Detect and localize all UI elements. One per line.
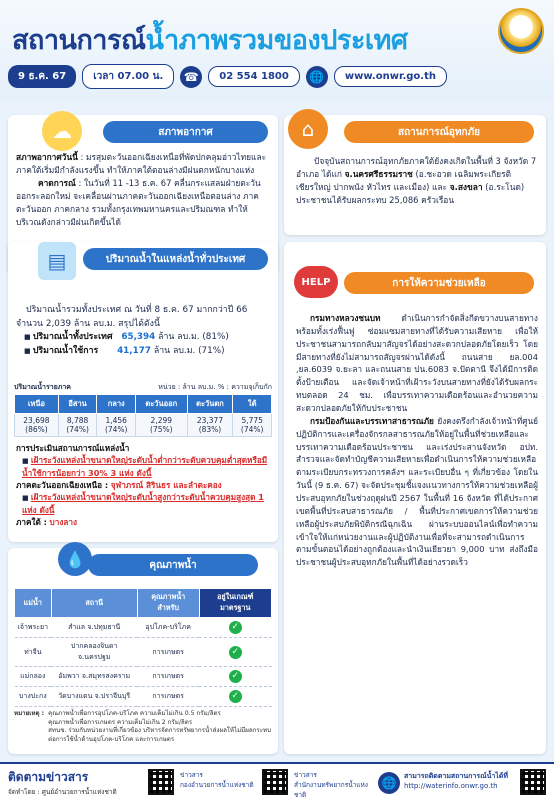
- total-water-line: ■ ปริมาณน้ำทั้งประเทศ 65,394 ล้าน ลบ.ม. (81%): [16, 331, 272, 345]
- footer: ติดตามข่าวสาร จัดทำโดย : ศูนย์อำนวยการน้ำแห่งชาติ ข่าวสาร กองอำนวยการน้ำแห่งชาติ ข่าวสาร สำนักงานทรัพยากรน้ำแห่งชาติ 🌐 สามารถติดตามสถานการณ์น้ำได้ที่ http://waterinfo.onwr.go.th: [0, 762, 554, 800]
- quality-header: สถานี: [51, 589, 137, 618]
- check-icon: ✓: [229, 646, 242, 659]
- reservoir-title: ปริมาณน้ำในแหล่งน้ำทั่วประเทศ: [83, 248, 268, 270]
- qr-code-onwr[interactable]: [262, 769, 288, 795]
- high-level-watch: เฝ้าระวังแหล่งน้ำขนาดใหญ่ระดับน้ำสูงกว่าระดับน้ำควบคุมสูงสุด 1 แห่ง ดังนี้: [22, 492, 264, 515]
- region-header: อีสาน: [58, 395, 97, 414]
- flood-title: สถานการณ์อุทกภัย: [344, 121, 534, 143]
- region-percent: (74%): [240, 425, 264, 434]
- quality-use: การเกษตร: [137, 638, 199, 667]
- table-row: [15, 667, 272, 687]
- table-row: [15, 638, 272, 667]
- assessment: การประเมินสถานการณ์แหล่งน้ำ ■ เฝ้าระวังแหล่งน้ำขนาดใหญ่ระดับน้ำต่ำกว่าระดับควบคุมต่ำสุดหรือมีน้ำใช้การน้อยกว่า 30% 3 แห่ง ดังนี้ ภาคตะวันออกเฉียงเหนือ : จุฬาภรณ์ สิรินธร และลำตะคอง ■ เฝ้าระวังแหล่งน้ำขนาดใหญ่ระดับน้ำสูงกว่าระดับน้ำควบคุมสูงสุด 1 แห่ง ดังนี้ ภาคใต้ : บางลาง: [16, 442, 272, 528]
- phone-icon: ☎: [180, 66, 202, 88]
- quality-station: อัมพวา จ.สมุทรสงคราม: [51, 667, 137, 687]
- water-quality-notes: หมายเหตุ : คุณภาพน้ำเพื่อการอุปโภค-บริโภค ความเค็มไม่เกิน 0.5 กรัม/ลิตร คุณภาพน้ำเพื่อการเกษตร ความเค็มไม่เกิน 2 กรัม/ลิตร สทนช. ร่วมกับหน่วยงานที่เกี่ยวข้อง บริหารจัดการทรัพยากรน้ำส่งผลให้ไม่มีผลกระทบต่อการใช้น้ำด้านอุปโภค-บริโภค และการเกษตร: [14, 710, 272, 744]
- website-link[interactable]: www.onwr.go.th: [334, 66, 447, 87]
- regional-table-caption: ปริมาณน้ำรายภาค หน่วย : ล้าน ลบ.ม. % : ความจุเก็บกัก: [14, 383, 272, 391]
- quality-header: แม่น้ำ: [15, 589, 52, 618]
- region-volume: 1,456: [105, 416, 127, 425]
- region-header: ตะวันออก: [136, 395, 188, 414]
- flood-text: ปัจจุบันสถานการณ์อุทกภัยภาคใต้ยังคงเกิดในพื้นที่ 3 จังหวัด 7 อำเภอ ได้แก่ จ.นครศรีธรรมราช (อ.ชะอวด เฉลิมพระเกียรติ เชียรใหญ่ ปากพนัง หัวไทร และเมือง) และ จ.สงขลา (อ.ระโนด) ประชาชนได้รับผลกระทบ 25,086 ครัวเรือน: [296, 156, 537, 206]
- region-volume: 5,775: [241, 416, 263, 425]
- region-value: [58, 414, 97, 437]
- table-row: [15, 618, 272, 638]
- table-row: [15, 687, 272, 707]
- check-icon: ✓: [229, 670, 242, 683]
- quality-station: ปากคลองจินดา จ.นครปฐม: [51, 638, 137, 667]
- quality-header: อยู่ในเกณฑ์มาตรฐาน: [199, 589, 271, 618]
- weather-sun-cloud-icon: ☁: [42, 111, 82, 151]
- high-level-dams: บางลาง: [49, 517, 77, 528]
- region-percent: (83%): [198, 425, 222, 434]
- region-value: [15, 414, 59, 437]
- water-quality-card: [8, 548, 278, 754]
- region-percent: (74%): [66, 425, 89, 434]
- help-title: การให้ความช่วยเหลือ: [344, 272, 534, 294]
- page-title: สถานการณ์น้ำภาพรวมของประเทศ: [12, 25, 408, 56]
- quality-header: คุณภาพน้ำสำหรับ: [137, 589, 199, 618]
- region-percent: (75%): [150, 425, 173, 434]
- region-volume: 23,377: [196, 416, 224, 425]
- waterinfo-link[interactable]: http://waterinfo.onwr.go.th: [404, 782, 498, 790]
- flood-house-icon: ⌂: [288, 109, 328, 149]
- region-value: [97, 414, 136, 437]
- follow-block: ติดตามข่าวสาร จัดทำโดย : ศูนย์อำนวยการน้ำแห่งชาติ: [8, 770, 117, 796]
- quality-use: การเกษตร: [137, 667, 199, 687]
- region-value: [136, 414, 188, 437]
- region-value: [233, 414, 272, 437]
- reservoir-tank-icon: ▤: [38, 242, 76, 280]
- regional-table-header: [15, 395, 272, 414]
- usable-water-value: 41,177: [117, 345, 152, 356]
- onwr-logo: [498, 8, 544, 54]
- usable-water-line: ■ ปริมาณน้ำใช้การ 41,177 ล้าน ลบ.ม. (71%): [16, 345, 272, 359]
- help-text: กรมทางหลวงชนบท ดำเนินการกำจัดสิ่งกีดขวางบนสายทาง พร้อมทั้งเร่งฟื้นฟู ซ่อมแซมสายทางที่ได้รับความเสียหาย เพื่อให้ประชาชนสามารถกลับมาสัญจรได้อย่างสะดวกปลอดภัยโดยเร็ว โดยมีสายทางที่ยังไม่สามารถสัญจรผ่านได้ดังนี้ ถนนสาย ยล.004 ,ยล.6039 จ.ยะลา และถนนสาย ปน.6083 จ.ปัตตานี จึงได้มีการติดตั้งป้ายเตือน และจัดเจ้าหน้าที่เฝ้าระวังบนสายทางที่ยังได้รับผลกระทบตลอด 24 ชม. เพื่อบรรเทาความเดือดร้อนและอำนวยความสะดวกปลอดภัยให้กับประชาชน กรมป้องกันและบรรเทาสาธารณภัย ยังคงตรึงกำลังเจ้าหน้าที่ศูนย์ปฏิบัติการและเครื่องจักรกลสาธารณภัยให้อยู่ในพื้นที่ช่วยเหลือและบรรเทาความเดือดร้อนประชาชน และเร่งประสานจังหวัด อปท. สำรวจและจัดทำบัญชีความเสียหายเพื่อดำเนินการให้ความช่วยเหลือตามระเบียบกระทรวงการคลังฯ และระเบียบอื่น ๆ ที่เกี่ยวข้อง โดยในวันนี้ (9 ธ.ค. 67) จะจัดประชุมชี้แจงแนวทางการให้ความช่วยเหลือผู้ประสบอุทกภัยในช่วงฤดูฝนปี 2567 ในพื้นที่ 16 จังหวัด ที่ได้ประกาศเขตพื้นที่ประสบสาธารณภัย / พื้นที่ประกาศเขตการให้ความช่วยเหลือผู้ประสบภัยพิบัติกรณีฉุกเฉิน ผ่านระบบออนไลน์เพื่อทำความเข้าใจให้แก่หน่วยงานและผู้ปฏิบัติงานเพื่อที่จะสามารถดำเนินการตามขั้นตอนได้อย่างถูกต้องและนำเงินเยียวยา 9,000 บาท ส่งถึงมือประชาชนผู้ประสบอุทกภัยในพื้นที่ได้อย่างรวดเร็ว: [296, 313, 538, 568]
- quality-river: แม่กลอง: [15, 667, 52, 687]
- flood-card: [284, 115, 546, 235]
- quality-use: การเกษตร: [137, 687, 199, 707]
- quality-station: สำแล จ.ปทุมธานี: [51, 618, 137, 638]
- region-header: กลาง: [97, 395, 136, 414]
- header: [0, 0, 554, 100]
- region-header: เหนือ: [15, 395, 59, 414]
- region-volume: 23,698: [23, 416, 50, 425]
- globe-icon: 🌐: [306, 66, 328, 88]
- water-quality-title: คุณภาพน้ำ: [88, 554, 258, 576]
- phone-number[interactable]: 02 554 1800: [208, 66, 300, 87]
- region-percent: (74%): [104, 425, 128, 434]
- reservoir-summary: ปริมาณน้ำรวมทั้งประเทศ ณ วันที่ 8 ธ.ค. 67 มากกว่าปี 66 จำนวน 2,039 ล้าน ลบ.ม. สรุปได้ดังนี้ ■ ปริมาณน้ำทั้งประเทศ 65,394 ล้าน ลบ.ม. (81%) ■ ปริมาณน้ำใช้การ 41,177 ล้าน ลบ.ม. (71%): [16, 304, 272, 359]
- water-quality-header: [15, 589, 272, 618]
- regional-table-values: [15, 414, 272, 437]
- region-percent: (86%): [25, 425, 48, 434]
- total-water-value: 65,394: [121, 332, 156, 343]
- time-badge: เวลา 07.00 น.: [82, 64, 174, 89]
- region-volume: 8,788: [66, 416, 89, 425]
- help-card: [284, 242, 546, 754]
- weather-title: สภาพอากาศ: [103, 121, 268, 143]
- help-bubble-icon: HELP: [294, 266, 338, 298]
- info-bar: [8, 64, 447, 89]
- check-icon: ✓: [229, 621, 242, 634]
- region-header: ใต้: [233, 395, 272, 414]
- low-level-dams: จุฬาภรณ์ สิรินธร และลำตะคอง: [110, 480, 222, 491]
- reservoir-card: [8, 242, 278, 542]
- weather-text: สภาพอากาศวันนี้ : มรสุมตะวันออกเฉียงเหนือที่พัดปกคลุมอ่าวไทยและภาคใต้เริ่มมีกำลังแรงขึ้น ทำให้ภาคใต้ตอนล่างมีฝนตกหนักบางแห่ง คาดการณ์ : ในวันที่ 11 -13 ธ.ค. 67 คลื่นกระแสลมฝ่ายตะวันออกระลอกใหม่ จะเคลื่อนผ่านภาคตะวันออกเฉียงเหนือตอนล่าง ภาคตะวันออก ภาคกลาง รวมทั้งกรุงเทพมหานครและปริมณฑล ทำให้บริเวณดังกล่าวมีฝนเกิดขึ้นได้: [16, 152, 267, 228]
- regional-table: [14, 394, 272, 437]
- region-value: [187, 414, 233, 437]
- region-volume: 2,299: [150, 416, 173, 425]
- date-badge: 9 ธ.ค. 67: [8, 65, 76, 88]
- check-icon: ✓: [229, 690, 242, 703]
- globe-icon-footer: 🌐: [378, 772, 400, 794]
- quality-river: ท่าจีน: [15, 638, 52, 667]
- low-level-watch: เฝ้าระวังแหล่งน้ำขนาดใหญ่ระดับน้ำต่ำกว่าระดับควบคุมต่ำสุดหรือมีน้ำใช้การน้อยกว่า 30% 3 แห่ง ดังนี้: [22, 455, 268, 478]
- qr-code-nwcc[interactable]: [148, 769, 174, 795]
- region-header: ตะวันตก: [187, 395, 233, 414]
- quality-station: วัดบางแตน จ.ปราจีนบุรี: [51, 687, 137, 707]
- quality-river: เจ้าพระยา: [15, 618, 52, 638]
- water-quality-table: [14, 588, 272, 707]
- quality-use: อุปโภค-บริโภค: [137, 618, 199, 638]
- water-drop-icon: 💧: [58, 542, 92, 576]
- qr-code-waterinfo[interactable]: [520, 769, 546, 795]
- quality-river: บางปะกง: [15, 687, 52, 707]
